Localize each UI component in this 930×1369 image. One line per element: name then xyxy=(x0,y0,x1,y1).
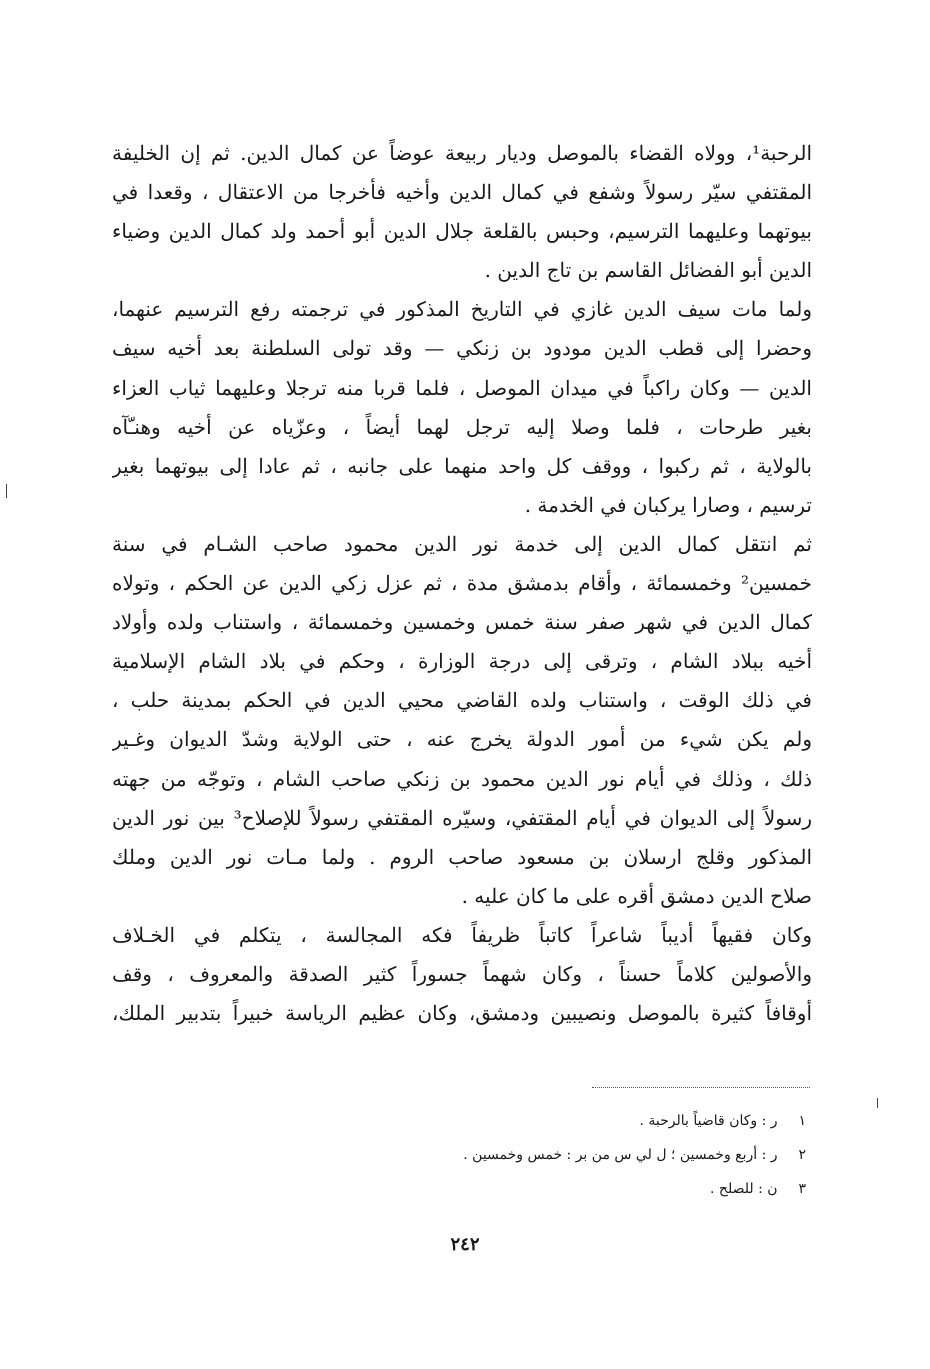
text-line: أخيه ببلاد الشام ، وترقى إلى درجة الوزارة ، وحكم في بلاد الشام الإسلامية xyxy=(112,649,812,674)
footnote xyxy=(300,1104,806,1138)
footnote-number: ١ xyxy=(798,1113,806,1129)
text-line: ولما مات سيف الدين غازي في التاريخ المذكور في ترجمته رفع الترسيم عنهما، xyxy=(112,297,812,322)
footnote-text: ر : أربع وخمسين ؛ ل لي س من بر : خمس وخمسين . xyxy=(463,1147,778,1163)
text-line: وحضرا إلى قطب الدين مودود بن زنكي — وقد تولى السلطنة بعد أخيه سيف xyxy=(112,336,812,361)
text-line: صلاح الدين دمشق أقره على ما كان عليه . xyxy=(461,883,812,908)
text-line: ترسيم ، وصارا يركبان في الخدمة . xyxy=(524,492,812,517)
footnotes-block xyxy=(300,1104,806,1206)
text-line: ولم يكن شيء من أمور الدولة يخرج عنه ، حتى الولاية وشدّ الديوان وغـير xyxy=(112,727,812,752)
footnote-separator xyxy=(592,1087,810,1088)
text-line: ثم انتقل كمال الدين إلى خدمة نور الدين محمود صاحب الشـام في سنة xyxy=(112,531,812,556)
text-line: بغير طرحات ، فلما وصلا إليه ترجل لهما أيضاً ، وعزّياه عن أخيه وهنـّآه xyxy=(112,414,812,439)
text-line: المذكور وقلج ارسلان بن مسعود صاحب الروم . ولما مـات نور الدين وملك xyxy=(112,844,812,869)
footnote-number: ٣ xyxy=(798,1181,806,1197)
text-line: الدين — وكان راكباً في ميدان الموصل ، فلما قربا منه ترجلا وعليهما ثياب العزاء xyxy=(112,375,812,400)
footnote-number: ٢ xyxy=(798,1147,806,1163)
main-text-block xyxy=(112,134,812,1033)
text-line: رسولاً إلى الديوان في أيام المقتفي، وسيّره المقتفي رسولاً للإصلاح³ بين نور الدين xyxy=(112,805,812,830)
text-line: الرحبة¹، وولاه القضاء بالموصل وديار ربيعة عوضاً عن كمال الدين. ثم إن الخليفة xyxy=(112,141,812,165)
scan-artifact xyxy=(877,1098,878,1108)
text-line: الدين أبو الفضائل القاسم بن تاج الدين . xyxy=(484,258,812,283)
footnote-text: ر : وكان قاضياً بالرحبة . xyxy=(639,1113,778,1129)
text-line: ذلك ، وذلك في أيام نور الدين محمود بن زنكي صاحب الشام ، وتوجّه من جهته xyxy=(112,766,812,791)
scan-artifact xyxy=(6,484,7,498)
text-line: خمسين² وخمسمائة ، وأقام بدمشق مدة ، ثم عزل زكي الدين عن الحكم ، وتولاه xyxy=(112,571,812,596)
text-line: بالولاية ، ثم ركبوا ، ووقف كل واحد منهما على جانبه ، ثم عادا إلى بيوتهما بغير xyxy=(112,453,812,478)
text-line: والأصولين كلاماً حسناً ، وكان شهماً جسوراً كثير الصدقة والمعروف ، وقف xyxy=(112,961,812,986)
text-line: أوقافاً كثيرة بالموصل ونصيبين ودمشق، وكان عظيم الرياسة خبيراً بتدبير الملك، xyxy=(112,1001,812,1026)
text-line: وكان فقيهاً أديباً شاعراً كاتباً ظريفاً فكه المجالسة ، يتكلم في الخـلاف xyxy=(112,922,812,947)
text-line: كمال الدين في شهر صفر سنة خمس وخمسين وخمسمائة ، واستناب ولده وأولاد xyxy=(112,610,812,635)
footnote xyxy=(300,1138,806,1172)
text-line: في ذلك الوقت ، واستناب ولده القاضي محيي الدين في الحكم بمدينة حلب ، xyxy=(112,688,812,713)
footnote xyxy=(300,1172,806,1206)
page-number: ٢٤٢ xyxy=(450,1234,480,1255)
text-line: بيوتهما وعليهما الترسيم، وحبس بالقلعة جلال الدين أبو أحمد ولد كمال الدين وضياء xyxy=(112,219,812,244)
text-line: المقتفي سيّر رسولاً وشفع في كمال الدين وأخيه فأخرجا من الاعتقال ، وقعدا في xyxy=(112,180,812,205)
footnote-text: ن : للصلح . xyxy=(710,1181,778,1197)
